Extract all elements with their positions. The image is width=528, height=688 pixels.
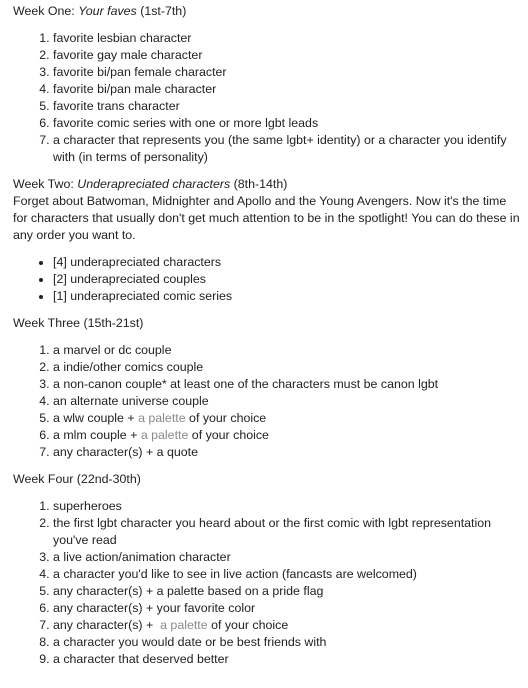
list-item: 3. a live action/animation character xyxy=(53,549,520,566)
week-two-dates: (8th-14th) xyxy=(230,177,288,191)
list-item: 2. the first lgbt character you heard about or the first comic with lgbt representation you've read xyxy=(53,515,520,549)
palette-link[interactable]: a palette xyxy=(138,411,186,425)
list-item: • [2] underapreciated couples xyxy=(53,271,520,288)
week-two-list xyxy=(13,254,520,305)
week-two-heading xyxy=(13,176,520,193)
week-one-heading xyxy=(13,3,520,20)
list-item: 3. a non-canon couple* at least one of the characters must be canon lgbt xyxy=(53,376,520,393)
list-item: 4. a character you'd like to see in live action (fancasts are welcomed) xyxy=(53,566,520,583)
list-item: • [4] underapreciated characters xyxy=(53,254,520,271)
list-item: 7. any character(s) + a quote xyxy=(53,444,520,461)
week-one-theme: Your faves xyxy=(78,4,137,18)
list-item: 6. a mlm couple + a palette of your choice xyxy=(53,427,520,444)
list-item: 7. any character(s) + a palette of your choice xyxy=(53,617,520,634)
list-item: 4. an alternate universe couple xyxy=(53,393,520,410)
week-two-description: Forget about Batwoman, Midnighter and Apollo and the Young Avengers. Now it's the time for characters that usually don't get much attention to be in the spotlight! You can do these in any order you want to. xyxy=(13,194,520,242)
list-item: 5. any character(s) + a palette based on a pride flag xyxy=(53,583,520,600)
list-item: 6. any character(s) + your favorite color xyxy=(53,600,520,617)
list-item: 5. favorite trans character xyxy=(53,98,520,115)
list-item: 8. a character you would date or be best friends with xyxy=(53,634,520,651)
list-item: 2. favorite gay male character xyxy=(53,47,520,64)
list-item: 6. favorite comic series with one or more lgbt leads xyxy=(53,115,520,132)
week-one-dates: (1st-7th) xyxy=(136,4,187,18)
week-four-list xyxy=(13,498,520,668)
list-item: • [1] underapreciated comic series xyxy=(53,288,520,305)
list-item: 4. favorite bi/pan male character xyxy=(53,81,520,98)
week-two-theme: Underapreciated characters xyxy=(77,177,231,191)
palette-link[interactable]: a palette xyxy=(140,428,189,442)
list-item: 2. a indie/other comics couple xyxy=(53,359,520,376)
week-three-heading: Week Three (15th-21st) xyxy=(13,316,144,330)
list-item: 1. a marvel or dc couple xyxy=(53,342,520,359)
list-item: 9. a character that deserved better xyxy=(53,651,520,668)
week-three-list xyxy=(13,342,520,461)
list-item: 1. favorite lesbian character xyxy=(53,30,520,47)
list-item: 3. favorite bi/pan female character xyxy=(53,64,520,81)
week-four-heading: Week Four (22nd-30th) xyxy=(13,472,141,486)
list-item: 1. superheroes xyxy=(53,498,520,515)
week-one-list xyxy=(13,30,520,166)
list-item: 7. a character that represents you (the same lgbt+ identity) or a character you identify with (in terms of personality) xyxy=(53,132,520,166)
week-two-prefix: Week Two: xyxy=(13,177,78,191)
week-one-prefix: Week One: xyxy=(13,4,79,18)
palette-link[interactable]: a palette xyxy=(160,618,208,632)
list-item: 5. a wlw couple + a palette of your choice xyxy=(53,410,520,427)
